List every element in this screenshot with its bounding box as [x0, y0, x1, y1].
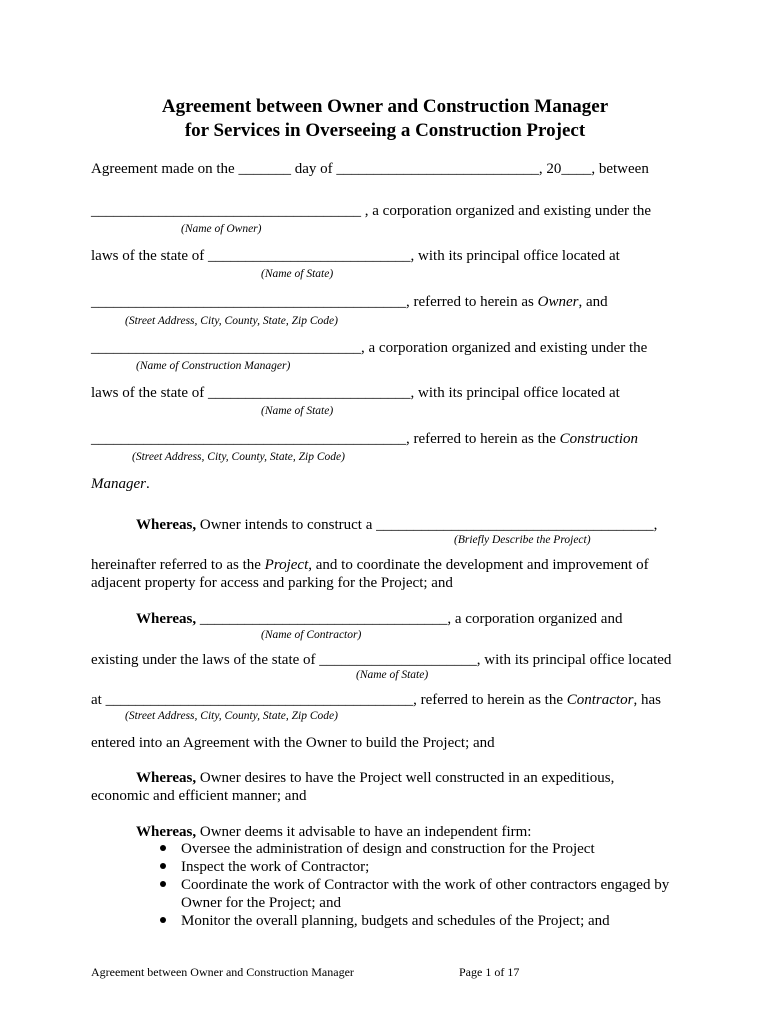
whereas-3-continuation: economic and efficient manner; and — [91, 788, 307, 804]
bullet-item: Inspect the work of Contractor; — [181, 859, 370, 875]
footer-page-number: Page 1 of 17 — [459, 965, 520, 979]
footer-title: Agreement between Owner and Construction Manager — [91, 965, 354, 979]
contractor-agreement-line: entered into an Agreement with the Owner to build the Project; and — [91, 735, 495, 751]
bullet-item: Monitor the overall planning, budgets and schedules of the Project; and — [181, 913, 610, 929]
cm-state-line: laws of the state of ___________________________, with its principal office located at — [91, 385, 620, 401]
whereas-1-line: Whereas, Owner intends to construct a _____________________________________, — [136, 517, 658, 533]
cm-address-line: __________________________________________, referred to herein as the Construction — [91, 431, 639, 447]
whereas-1-continuation-2: adjacent property for access and parking for the Project; and — [91, 575, 453, 591]
bullet-icon — [160, 863, 166, 869]
cm-name-caption: (Name of Construction Manager) — [136, 360, 291, 372]
contractor-state-line: existing under the laws of the state of _____________________, with its principal office located — [91, 652, 672, 668]
bullet-icon — [160, 917, 166, 923]
bullet-icon — [160, 845, 166, 851]
agreement-date-line: Agreement made on the _______ day of ___________________________, 20____, between — [91, 161, 649, 177]
cm-address-caption: (Street Address, City, County, State, Zip Code) — [132, 451, 345, 463]
cm-term-line: Manager. — [91, 476, 150, 492]
whereas-2-line: Whereas, _________________________________, a corporation organized and — [136, 611, 623, 627]
contractor-address-line: at _________________________________________, referred to herein as the Contractor, has — [91, 692, 661, 708]
bullet-item-continuation: Owner for the Project; and — [181, 895, 341, 911]
owner-state-line: laws of the state of ___________________________, with its principal office located at — [91, 248, 620, 264]
owner-address-caption: (Street Address, City, County, State, Zip Code) — [125, 315, 338, 327]
contractor-address-caption: (Street Address, City, County, State, Zip Code) — [125, 710, 338, 722]
owner-state-caption: (Name of State) — [261, 268, 334, 280]
owner-address-line: __________________________________________, referred to herein as Owner, and — [91, 294, 608, 310]
bullet-icon — [160, 881, 166, 887]
whereas-3-line: Whereas, Owner desires to have the Project well constructed in an expeditious, — [136, 770, 615, 786]
cm-name-line: ____________________________________, a corporation organized and existing under the — [91, 340, 648, 356]
contractor-state-caption: (Name of State) — [356, 669, 429, 681]
owner-name-caption: (Name of Owner) — [181, 223, 262, 235]
whereas-1-continuation: hereinafter referred to as the Project, and to coordinate the development and improvement of — [91, 557, 649, 573]
contractor-caption: (Name of Contractor) — [261, 629, 362, 641]
bullet-item: Coordinate the work of Contractor with the work of other contractors engaged by — [181, 877, 670, 893]
document-title-line-2: for Services in Overseeing a Construction Project — [184, 120, 586, 141]
cm-state-caption: (Name of State) — [261, 405, 334, 417]
whereas-4-line: Whereas, Owner deems it advisable to have an independent firm: — [136, 824, 532, 840]
owner-name-line: ____________________________________ , a corporation organized and existing under the — [91, 203, 652, 219]
bullet-item: Oversee the administration of design and construction for the Project — [181, 841, 595, 857]
document-title-line-1: Agreement between Owner and Construction Manager — [161, 96, 609, 117]
project-caption: (Briefly Describe the Project) — [454, 534, 591, 546]
